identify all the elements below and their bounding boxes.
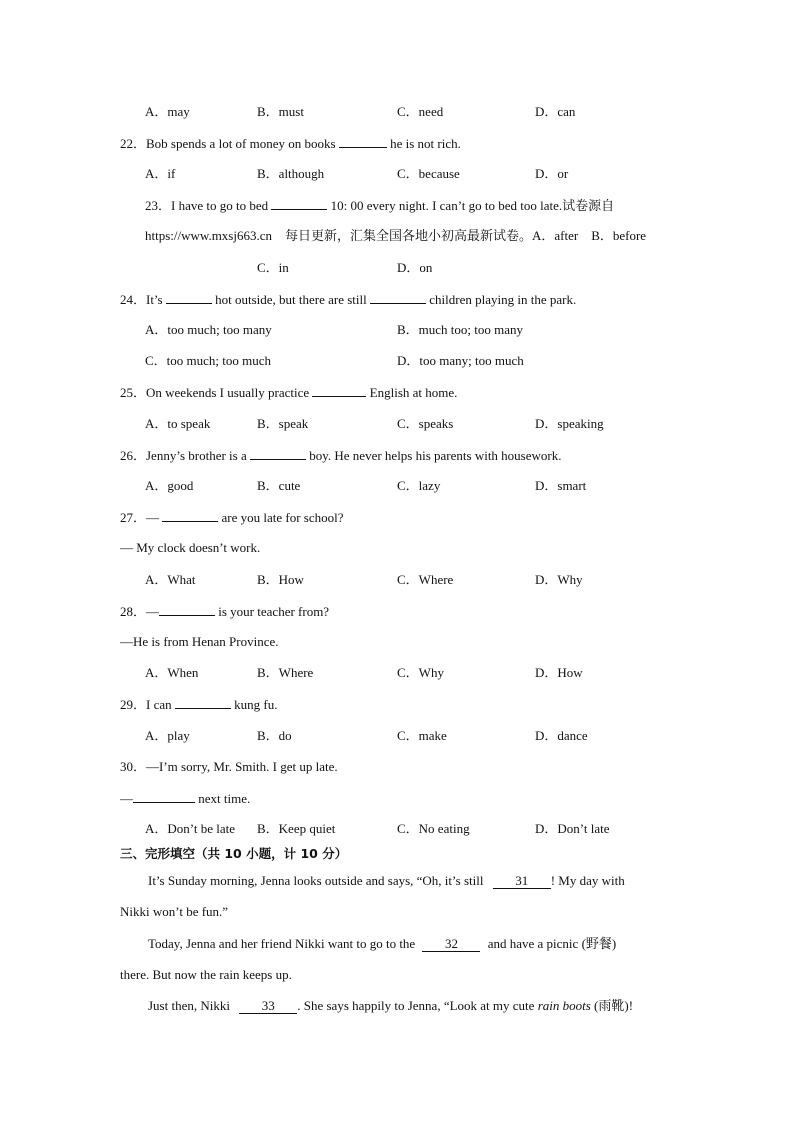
cloze-blank-32: 32 (422, 937, 480, 952)
q27-stem-part: 27．— (120, 510, 160, 525)
passage-line (148, 998, 633, 1014)
q26-stem-part: 26．Jenny’s brother is a (120, 448, 247, 463)
answer-blank (159, 603, 215, 616)
q27-stem (120, 509, 344, 526)
q22-option-b: B．although (257, 166, 325, 181)
q23-option-c: C．in (257, 260, 289, 275)
q25-stem-part: 25．On weekends I usually practice (120, 385, 310, 400)
q29-option-b: B．do (257, 728, 292, 743)
q23-stem-part: 23．I have to go to bed (145, 198, 269, 213)
section-heading: 三、完形填空（共 10 小题，计 10 分） (120, 846, 348, 861)
answer-blank (166, 291, 212, 304)
q30-stem: 30．—I’m sorry, Mr. Smith. I get up late. (120, 759, 338, 774)
q28-stem (120, 603, 329, 620)
passage-text: It’s Sunday morning, Jenna looks outside and says, “Oh, it’s still (148, 873, 484, 888)
q21-option-c: C．need (397, 104, 444, 119)
answer-blank (271, 197, 327, 210)
answer-blank (162, 509, 218, 522)
q24-stem-part: 24．It’s (120, 292, 163, 307)
q29-option-a: A．play (145, 728, 190, 743)
passage-line: Nikki won’t be fun.” (120, 904, 229, 919)
q24-option-c: C．too much; too much (145, 353, 272, 368)
q30-option-b: B．Keep quiet (257, 821, 336, 836)
passage-text: . She says happily to Jenna, “Look at my cute (297, 998, 535, 1013)
q27-option-b: B．How (257, 572, 304, 587)
answer-blank (339, 135, 387, 148)
q22-option-c: C．because (397, 166, 460, 181)
passage-text: (雨靴)! (594, 998, 634, 1013)
q27-reply: — My clock doesn’t work. (120, 540, 261, 555)
q30-option-a: A．Don’t be late (145, 821, 236, 836)
answer-blank (370, 291, 426, 304)
q23-stem (145, 197, 614, 214)
passage-text: ! My day with (550, 873, 625, 888)
answer-blank (175, 696, 231, 709)
q22-option-a: A．if (145, 166, 176, 181)
q22-stem (120, 135, 461, 152)
q27-option-a: A．What (145, 572, 196, 587)
q22-option-d: D．or (535, 166, 569, 181)
q26-stem-part: boy. He never helps his parents with housework. (309, 448, 562, 463)
q22-stem-part: he is not rich. (390, 136, 461, 151)
q24-stem-part: hot outside, but there are still (215, 292, 367, 307)
q29-option-d: D．dance (535, 728, 588, 743)
q25-stem (120, 384, 457, 401)
q26-option-d: D．smart (535, 478, 587, 493)
q25-option-d: D．speaking (535, 416, 604, 431)
q25-option-a: A．to speak (145, 416, 211, 431)
answer-blank (133, 790, 195, 803)
q26-option-b: B．cute (257, 478, 301, 493)
q28-option-b: B．Where (257, 665, 314, 680)
q24-stem (120, 291, 576, 308)
q29-option-c: C．make (397, 728, 447, 743)
q21-option-d: D．can (535, 104, 576, 119)
q23-option-d: D．on (397, 260, 433, 275)
q25-option-c: C．speaks (397, 416, 454, 431)
q27-option-d: D．Why (535, 572, 583, 587)
q22-stem-part: 22．Bob spends a lot of money on books (120, 136, 336, 151)
q21-option-b: B．must (257, 104, 304, 119)
q28-reply: —He is from Henan Province. (120, 634, 279, 649)
q28-stem-part: 28．— (120, 604, 160, 619)
q30-reply-part: next time. (198, 791, 251, 806)
passage-text-italic: rain boots (537, 998, 591, 1013)
q28-stem-part: is your teacher from? (218, 604, 330, 619)
q30-reply (120, 790, 250, 807)
passage-line (148, 936, 616, 952)
q29-stem-part: kung fu. (234, 697, 278, 712)
q25-option-b: B．speak (257, 416, 309, 431)
q24-option-b: B．much too; too many (397, 322, 524, 337)
q27-option-c: C．Where (397, 572, 454, 587)
q25-stem-part: English at home. (369, 385, 458, 400)
q27-stem-part: are you late for school? (221, 510, 344, 525)
q26-option-a: A．good (145, 478, 194, 493)
cloze-blank-31: 31 (493, 874, 551, 889)
q28-option-a: A．When (145, 665, 199, 680)
q24-stem-part: children playing in the park. (429, 292, 577, 307)
q30-option-d: D．Don’t late (535, 821, 610, 836)
q21-option-a: A．may (145, 104, 190, 119)
q26-option-c: C．lazy (397, 478, 441, 493)
q29-stem (120, 696, 277, 713)
answer-blank (312, 384, 366, 397)
q28-option-c: C．Why (397, 665, 444, 680)
passage-line: there. But now the rain keeps up. (120, 967, 292, 982)
passage-text: Just then, Nikki (148, 998, 230, 1013)
q26-stem (120, 447, 561, 464)
passage-line (148, 873, 625, 889)
q24-option-a: A．too much; too many (145, 322, 272, 337)
q30-option-c: C．No eating (397, 821, 470, 836)
cloze-blank-33: 33 (239, 999, 297, 1014)
q28-option-d: D．How (535, 665, 583, 680)
q30-reply-part: — (120, 791, 133, 806)
passage-text: and have a picnic (野餐) (487, 936, 617, 951)
q29-stem-part: 29．I can (120, 697, 172, 712)
passage-text: Today, Jenna and her friend Nikki want to go to the (148, 936, 416, 951)
q24-option-d: D．too many; too much (397, 353, 524, 368)
answer-blank (250, 447, 306, 460)
q23-stem-part: 10: 00 every night. I can’t go to bed too late.试卷源自 (330, 198, 615, 213)
q23-source-line: https://www.mxsj663.cn 每日更新，汇集全国各地小初高最新试卷。A．after B．before (145, 228, 647, 243)
